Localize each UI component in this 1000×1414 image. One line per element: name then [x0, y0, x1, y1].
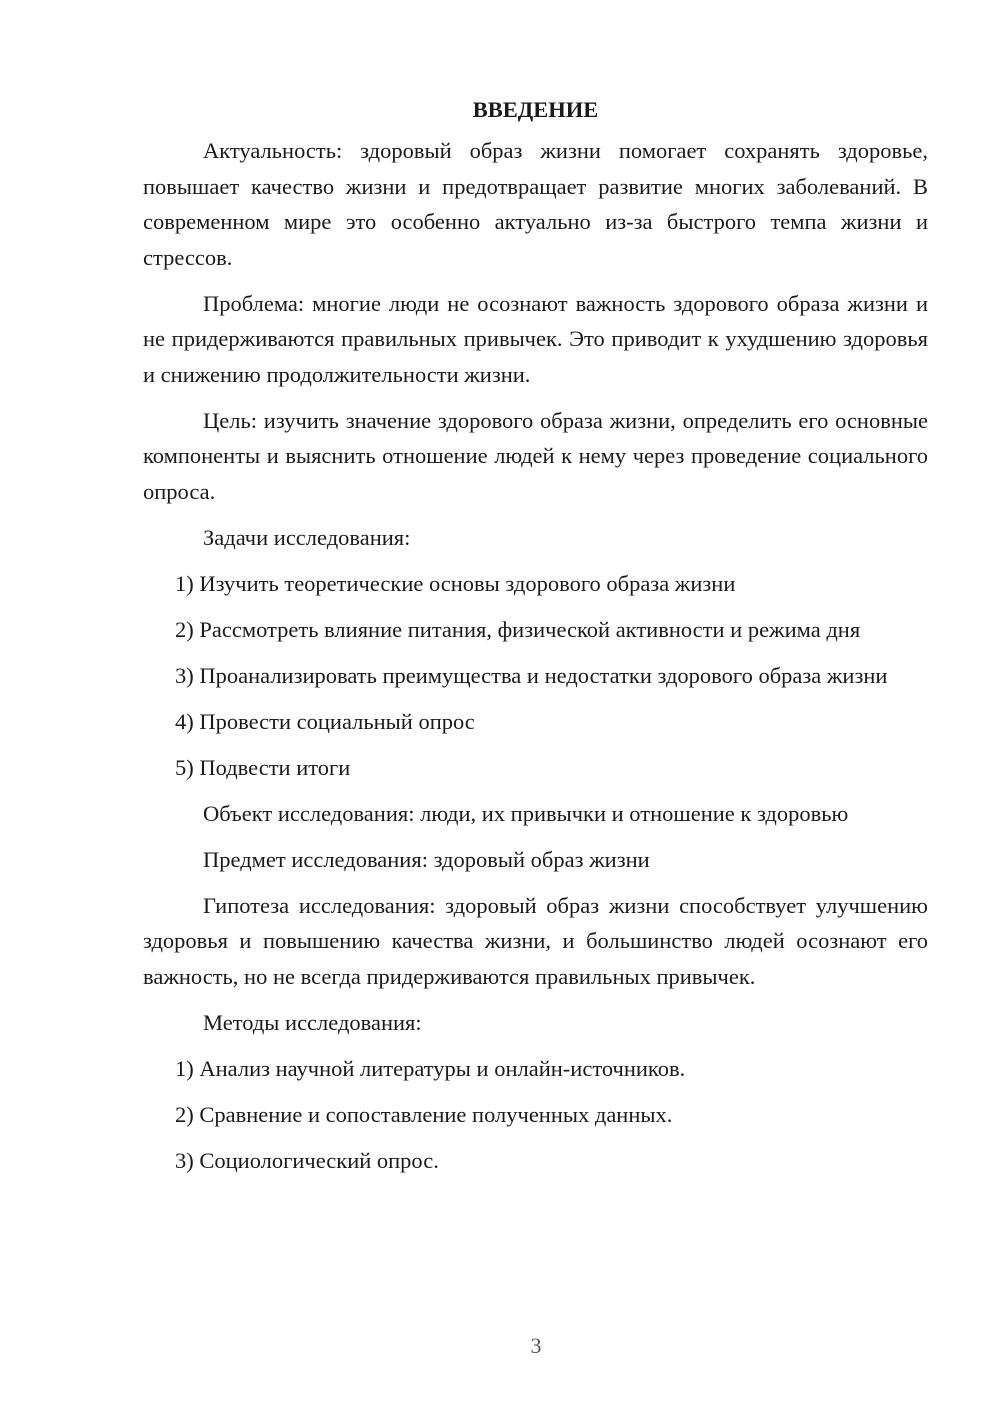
task-item: 5) Подвести итоги — [175, 754, 351, 780]
goal-paragraph: Цель: изучить значение здорового образа жизни, определить его основные компоненты и выяснить отношение людей к нему через проведение социального опроса. — [143, 407, 928, 504]
tasks-heading: Задачи исследования: — [203, 524, 411, 550]
method-item: 1) Анализ научной литературы и онлайн-источников. — [175, 1055, 686, 1081]
subject-paragraph: Предмет исследования: здоровый образ жизни — [203, 846, 650, 872]
method-item: 3) Социологический опрос. — [175, 1147, 439, 1173]
object-paragraph: Объект исследования: люди, их привычки и отношение к здоровью — [203, 800, 849, 826]
page-number: 3 — [530, 1333, 542, 1358]
hypothesis-paragraph: Гипотеза исследования: здоровый образ жизни способствует улучшению здоровья и повышению качества жизни, и большинство людей осознают его важность, но не всегда придерживаются правильных привычек. — [143, 892, 928, 989]
problem-paragraph: Проблема: многие люди не осознают важность здорового образа жизни и не придерживаются правильных привычек. Это приводит к ухудшению здоровья и снижению продолжительности жизни. — [143, 290, 928, 387]
relevance-paragraph: Актуальность: здоровый образ жизни помогает сохранять здоровье, повышает качество жизни и предотвращает развитие многих заболеваний. В современном мире это особенно актуально из-за быстрого темпа жизни и стрессов. — [143, 138, 928, 270]
method-item: 2) Сравнение и сопоставление полученных данных. — [175, 1101, 673, 1127]
methods-heading: Методы исследования: — [203, 1009, 422, 1035]
section-title: ВВЕДЕНИЕ — [472, 97, 599, 122]
task-item: 4) Провести социальный опрос — [175, 708, 475, 734]
document-page — [143, 92, 928, 1189]
task-item: 2) Рассмотреть влияние питания, физической активности и режима дня — [175, 616, 861, 642]
task-item: 1) Изучить теоретические основы здорового образа жизни — [175, 570, 736, 596]
task-item: 3) Проанализировать преимущества и недостатки здорового образа жизни — [175, 662, 888, 688]
